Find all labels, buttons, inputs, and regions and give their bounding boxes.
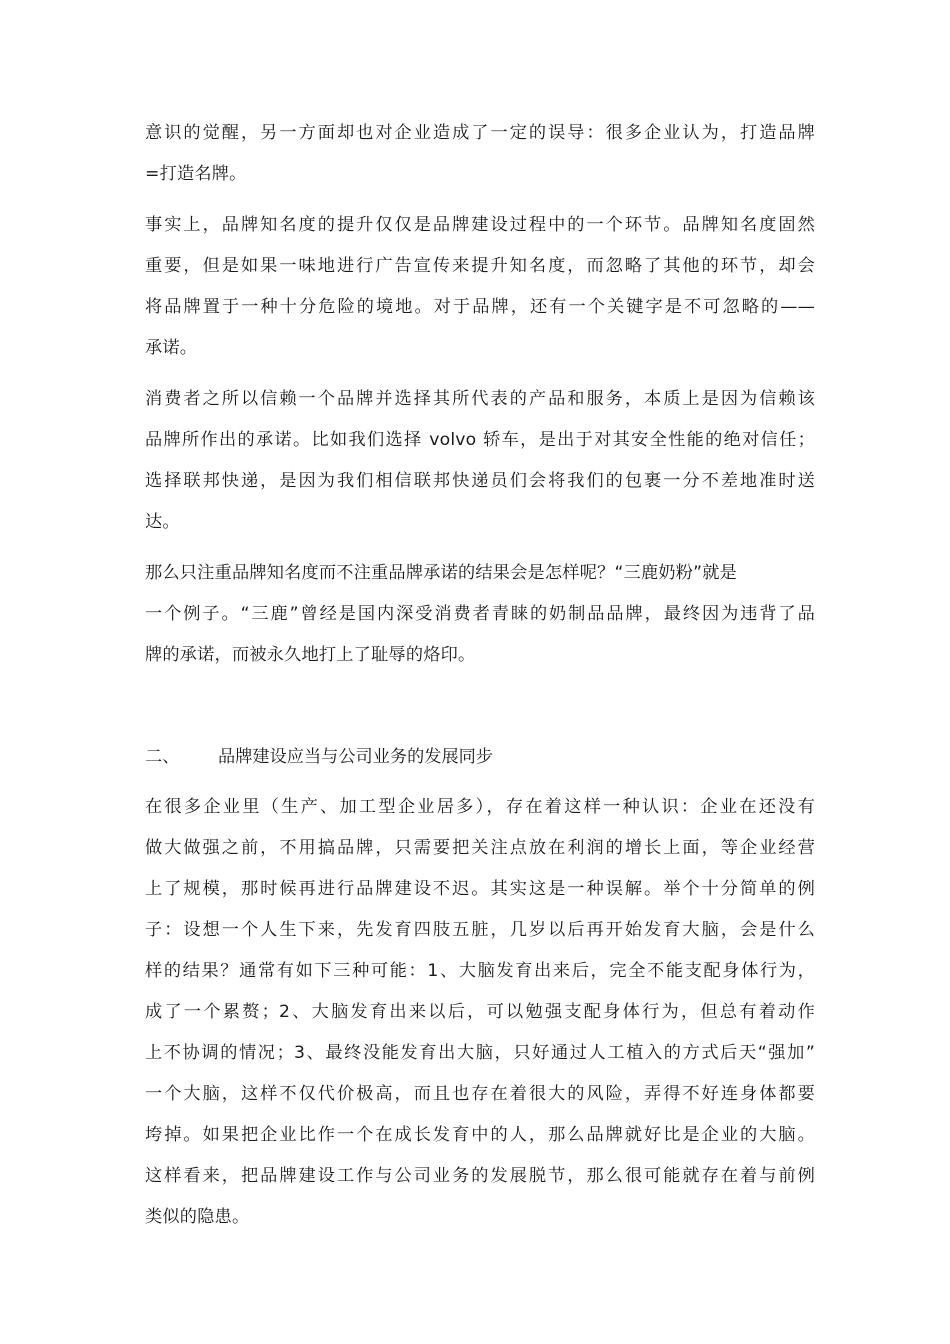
text-line: 品牌所作出的承诺。比如我们选择 volvo 轿车，是出于对其安全性能的绝对信任； — [145, 430, 815, 450]
section-number: 二、 — [145, 747, 180, 767]
text-line: 一个大脑，这样不仅代价极高，而且也存在着很大的风险，弄得不好连身体都要 — [145, 1084, 815, 1104]
paragraph-brand-misunderstanding — [145, 113, 815, 195]
text-line: 重要，但是如果一味地进行广告宣传来提升知名度，而忽略了其他的环节，却会 — [145, 256, 815, 276]
text-line: 事实上，品牌知名度的提升仅仅是品牌建设过程中的一个环节。品牌知名度固然 — [145, 215, 815, 235]
text-line: 达。 — [145, 512, 180, 532]
text-line: 类似的隐患。 — [145, 1207, 250, 1227]
text-line: 那么只注重品牌知名度而不注重品牌承诺的结果会是怎样呢？“三鹿奶粉”就是 — [145, 563, 737, 583]
text-line: 将品牌置于一种十分危险的境地。对于品牌，还有一个关键字是不可忽略的—— — [145, 297, 815, 317]
text-line: 子：设想一个人生下来，先发育四肢五脏，几岁以后再开始发育大脑，会是什么 — [145, 920, 815, 940]
text-line: 承诺。 — [145, 338, 198, 358]
text-line: 选择联邦快递，是因为我们相信联邦快递员们会将我们的包裹一分不差地准时送 — [145, 471, 815, 491]
text-line: 牌的承诺，而被永久地打上了耻辱的烙印。 — [145, 645, 476, 665]
text-line: 样的结果？通常有如下三种可能：1、大脑发育出来后，完全不能支配身体行为， — [145, 961, 815, 981]
paragraph-brand-development — [145, 787, 815, 1238]
paragraph-sanlu-example — [145, 553, 815, 676]
text-line: 上了规模，那时候再进行品牌建设不迟。其实这是一种误解。举个十分简单的例 — [145, 879, 815, 899]
text-line: 垮掉。如果把企业比作一个在成长发育中的人，那么品牌就好比是企业的大脑。 — [145, 1125, 815, 1145]
text-line: 做大做强之前，不用搞品牌，只需要把关注点放在利润的增长上面，等企业经营 — [145, 838, 815, 858]
text-line: 一个例子。“三鹿”曾经是国内深受消费者青睐的奶制品品牌，最终因为违背了品 — [145, 604, 815, 624]
text-line: 意识的觉醒，另一方面却也对企业造成了一定的误导：很多企业认为，打造品牌 — [145, 123, 815, 143]
paragraph-consumer-trust — [145, 379, 815, 543]
text-line: 上不协调的情况；3、最终没能发育出大脑，只好通过人工植入的方式后天“强加” — [145, 1043, 815, 1063]
text-line: 消费者之所以信赖一个品牌并选择其所代表的产品和服务，本质上是因为信赖该 — [145, 389, 815, 409]
paragraph-brand-awareness — [145, 205, 815, 369]
text-line: =打造名牌。 — [145, 164, 247, 184]
text-line: 成了一个累赘；2、大脑发育出来以后，可以勉强支配身体行为，但总有着动作 — [145, 1002, 815, 1022]
section-title: 品牌建设应当与公司业务的发展同步 — [218, 747, 494, 767]
text-line: 这样看来，把品牌建设工作与公司业务的发展脱节，那么很可能就存在着与前例 — [145, 1166, 815, 1186]
text-line: 在很多企业里（生产、加工型企业居多），存在着这样一种认识：企业在还没有 — [145, 797, 815, 817]
section-heading — [145, 737, 745, 778]
